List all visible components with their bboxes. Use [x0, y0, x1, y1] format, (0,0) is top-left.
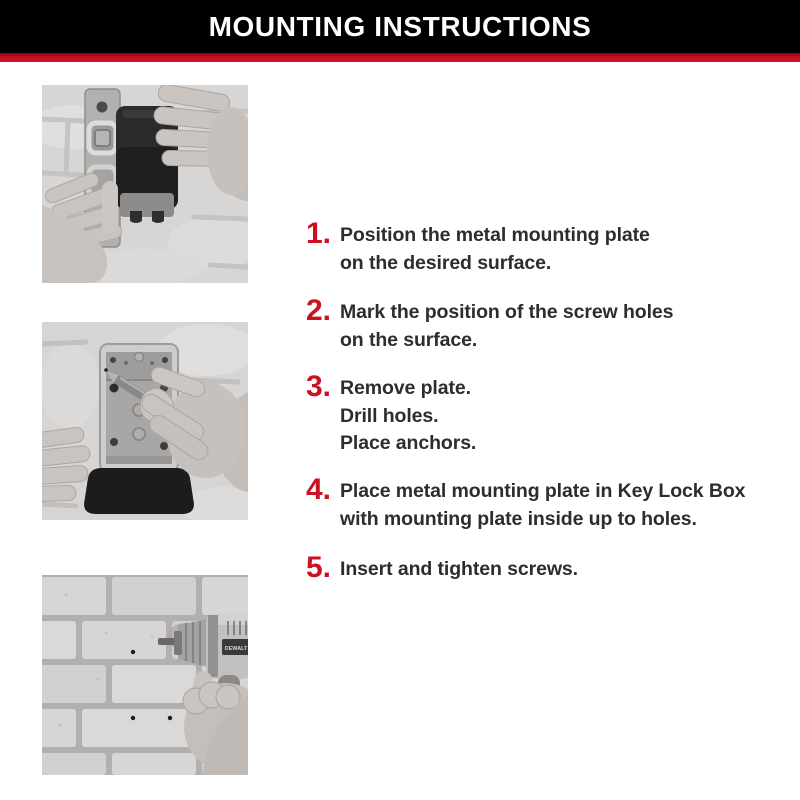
step-1-line-1: Position the metal mounting plate [340, 224, 650, 246]
step-5 [306, 551, 578, 584]
step-2-line-1: Mark the position of the screw holes [340, 301, 674, 323]
step-1-text [340, 222, 650, 277]
photo-step-1-illustration [42, 85, 248, 283]
photo-step-2 [42, 322, 248, 520]
photo-step-2-illustration [42, 322, 248, 520]
drill-brand-text: DEWALT [224, 646, 248, 652]
step-4 [306, 473, 746, 533]
step-4-line-2: with mounting plate inside up to holes. [340, 507, 697, 530]
title-banner [0, 0, 800, 53]
page-title: MOUNTING INSTRUCTIONS [208, 10, 592, 42]
step-3-number: 3. [306, 370, 332, 403]
step-4-number: 4. [306, 473, 332, 506]
photo-step-3 [42, 575, 248, 775]
step-4-text [340, 478, 745, 533]
red-accent-stripe [0, 53, 800, 62]
step-5-number: 5. [306, 551, 332, 584]
step-4-line-1: Place metal mounting plate in Key Lock Box [340, 480, 746, 502]
step-3-line-3: Place anchors. [340, 432, 477, 454]
step-2-text [340, 299, 673, 354]
rubber-cover [84, 468, 194, 514]
step-1 [306, 217, 650, 277]
step-3-line-1: Remove plate. [340, 377, 471, 399]
step-3-line-2: Drill holes. [340, 404, 439, 427]
step-2 [306, 294, 674, 354]
step-1-line-2: on the desired surface. [340, 251, 552, 274]
photo-step-1 [42, 85, 248, 283]
step-5-text [340, 556, 578, 584]
step-2-line-2: on the surface. [340, 328, 478, 351]
step-1-number: 1. [306, 217, 332, 250]
photo-step-3-illustration [42, 575, 248, 775]
step-3 [306, 370, 477, 458]
step-3-text [340, 375, 476, 458]
step-2-number: 2. [306, 294, 332, 327]
step-5-line-1: Insert and tighten screws. [340, 558, 578, 580]
